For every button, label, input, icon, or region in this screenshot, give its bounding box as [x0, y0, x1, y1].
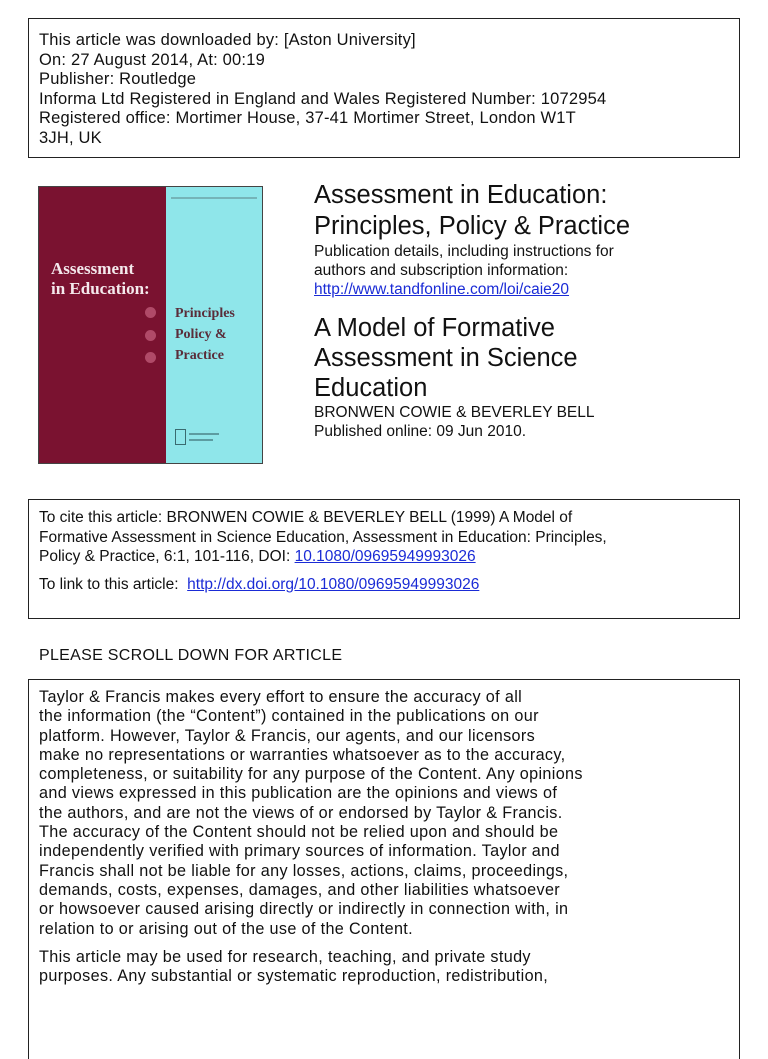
download-notice-line: Informa Ltd Registered in England and Wales Registered Number: 1072954 — [39, 89, 607, 108]
cover-title-line: Assessment — [51, 259, 135, 278]
download-notice-box — [28, 18, 740, 158]
journal-cover-image — [38, 186, 263, 464]
cover-subtitle-line: Practice — [175, 348, 224, 363]
published-date: Published online: 09 Jun 2010. — [314, 423, 526, 440]
publication-details-line: Publication details, including instructions for — [314, 243, 614, 260]
disclaimer-line: make no representations or warranties whatsoever as to the accuracy, — [39, 745, 566, 764]
disclaimer-line: This article may be used for research, teaching, and private study — [39, 947, 531, 966]
disclaimer-line: Taylor & Francis makes every effort to ensure the accuracy of all — [39, 688, 523, 706]
journal-title-line: Principles, Policy & Practice — [314, 212, 631, 240]
cover-title-line: in Education: — [51, 279, 150, 298]
journal-url-link[interactable]: http://www.tandfonline.com/loi/caie20 — [314, 281, 570, 298]
article-title-line: A Model of Formative — [314, 314, 555, 342]
cover-title — [51, 259, 150, 299]
article-title-line: Assessment in Science — [314, 344, 578, 372]
article-link-label: To link to this article: — [39, 575, 188, 593]
cover-bullet-dot — [145, 330, 156, 341]
publisher-logo-text-mark — [189, 433, 219, 435]
download-notice-line: 3JH, UK — [39, 128, 102, 147]
disclaimer-line: completeness, or suitability for any purpose of the Content. Any opinions — [39, 765, 583, 784]
disclaimer-line: platform. However, Taylor & Francis, our agents, and our licensors — [39, 726, 536, 745]
disclaimer-line: or howsoever caused arising directly or indirectly in connection with, in — [39, 900, 569, 919]
cover-header-strip — [171, 197, 257, 199]
disclaimer-line: the authors, and are not the views of or endorsed by Taylor & Francis. — [39, 803, 563, 822]
cover-bullet-dot — [145, 307, 156, 318]
scroll-notice: PLEASE SCROLL DOWN FOR ARTICLE — [39, 647, 343, 664]
download-notice-line: Registered office: Mortimer House, 37-41 Mortimer Street, London W1T — [39, 109, 576, 127]
disclaimer-line: independently verified with primary sources of information. Taylor and — [39, 842, 560, 861]
disclaimer-line: Francis shall not be liable for any losses, actions, claims, proceedings, — [39, 861, 569, 880]
publisher-logo-text-mark — [189, 439, 213, 441]
cover-subtitle-line: Policy & — [175, 327, 227, 342]
citation-line: To cite this article: BRONWEN COWIE & BEVERLEY BELL (1999) A Model of — [39, 509, 573, 526]
citation-line — [39, 547, 729, 567]
doi-link[interactable]: 10.1080/09695949993026 — [294, 548, 476, 565]
citation-line: Formative Assessment in Science Education, Assessment in Education: Principles, — [39, 528, 607, 546]
disclaimer-line: purposes. Any substantial or systematic reproduction, redistribution, — [39, 967, 549, 986]
disclaimer-box — [28, 679, 740, 1059]
download-notice-line: This article was downloaded by: [Aston University] — [39, 31, 416, 49]
cover-bullet-dot — [145, 352, 156, 363]
journal-title-line: Assessment in Education: — [314, 181, 608, 209]
disclaimer-line: relation to or arising out of the use of the Content. — [39, 919, 413, 938]
disclaimer-line: The accuracy of the Content should not be relied upon and should be — [39, 823, 559, 842]
disclaimer-paragraph-2 — [39, 948, 729, 987]
download-notice-line: On: 27 August 2014, At: 00:19 — [39, 50, 265, 69]
download-notice-line: Publisher: Routledge — [39, 70, 197, 88]
disclaimer-paragraph-1 — [39, 688, 729, 939]
citation-box — [28, 499, 740, 619]
publication-details-line: authors and subscription information: — [314, 262, 569, 279]
journal-info — [314, 180, 754, 441]
article-title-line: Education — [314, 374, 428, 402]
article-link-line — [39, 575, 729, 595]
citation-text: Policy & Practice, 6:1, 101-116, DOI: — [39, 548, 295, 565]
cover-subtitle — [175, 303, 235, 366]
publisher-logo-icon — [175, 429, 186, 445]
cover-subtitle-line: Principles — [175, 306, 235, 321]
article-url-link[interactable]: http://dx.doi.org/10.1080/09695949993026 — [187, 575, 480, 593]
disclaimer-line: the information (the “Content”) contained in the publications on our — [39, 707, 539, 726]
disclaimer-line: demands, costs, expenses, damages, and other liabilities whatsoever — [39, 880, 561, 899]
cover-left-panel — [39, 187, 166, 463]
disclaimer-line: and views expressed in this publication are the opinions and views of — [39, 784, 558, 803]
article-authors: BRONWEN COWIE & BEVERLEY BELL — [314, 404, 595, 421]
